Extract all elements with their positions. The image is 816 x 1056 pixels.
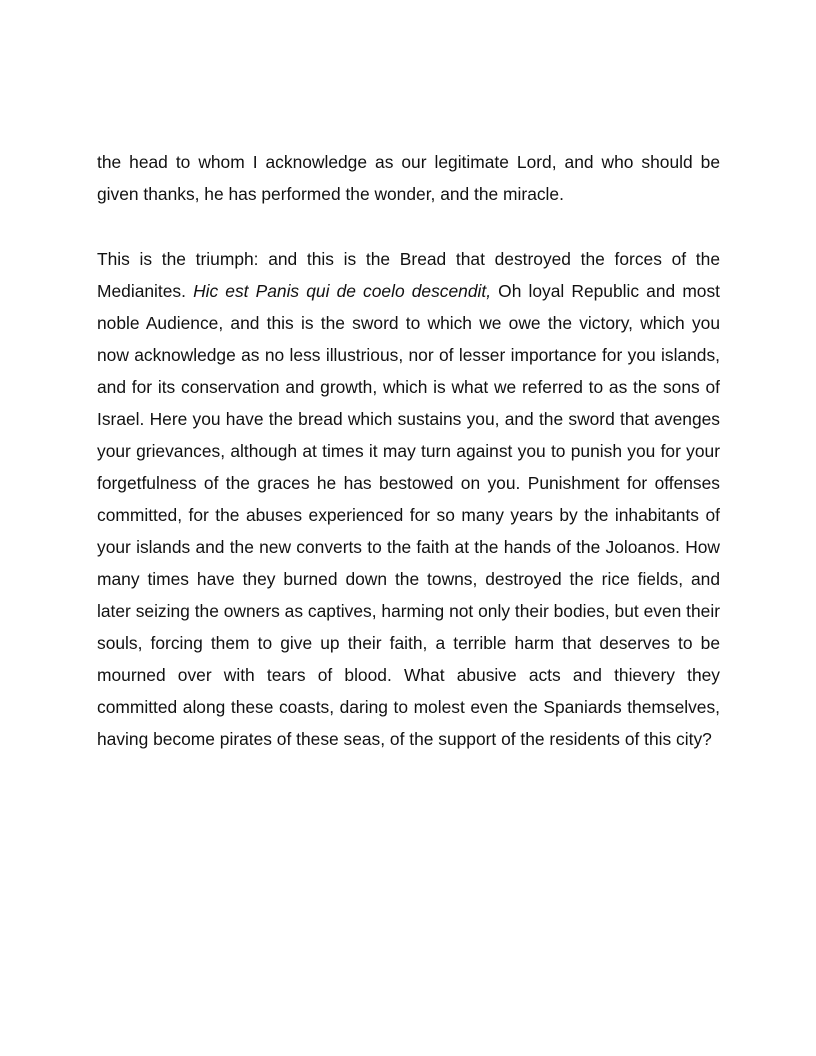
paragraph-2-text-start: This is the triumph: and this is the Bread that destroyed the forces of the Medianites.	[97, 249, 720, 301]
latin-quotation: Hic est Panis qui de coelo descendit,	[193, 281, 492, 301]
paragraph-2-text-end: Oh loyal Republic and most noble Audience, and this is the sword to which we owe the victory, which you now acknowledge as no less illustrious, nor of lesser importance for you islands, and for its conservation and growth, which is what we referred to as the sons of Israel. Here you have the bread which sustains you, and the sword that avenges your grievances, although at times it may turn against you to punish you for your forgetfulness of the graces he has bestowed on you. Punishment for offenses committed, for the abuses experienced for so many years by the inhabitants of your islands and the new converts to the faith at the hands of the Joloanos. How many times have they burned down the towns, destroyed the rice fields, and later seizing the owners as captives, harming not only their bodies, but even their souls, forcing them to give up their faith, a terrible harm that deserves to be mourned over with tears of blood. What abusive acts and thievery they committed along these coasts, daring to molest even the Spaniards themselves, having become pirates of these seas, of the support of the residents of this city?	[97, 281, 721, 749]
paragraph-2	[97, 243, 720, 755]
paragraph-1	[97, 146, 720, 210]
paragraph-1-text: the head to whom I acknowledge as our legitimate Lord, and who should be given thanks, he has performed the wonder, and the miracle.	[97, 152, 720, 204]
